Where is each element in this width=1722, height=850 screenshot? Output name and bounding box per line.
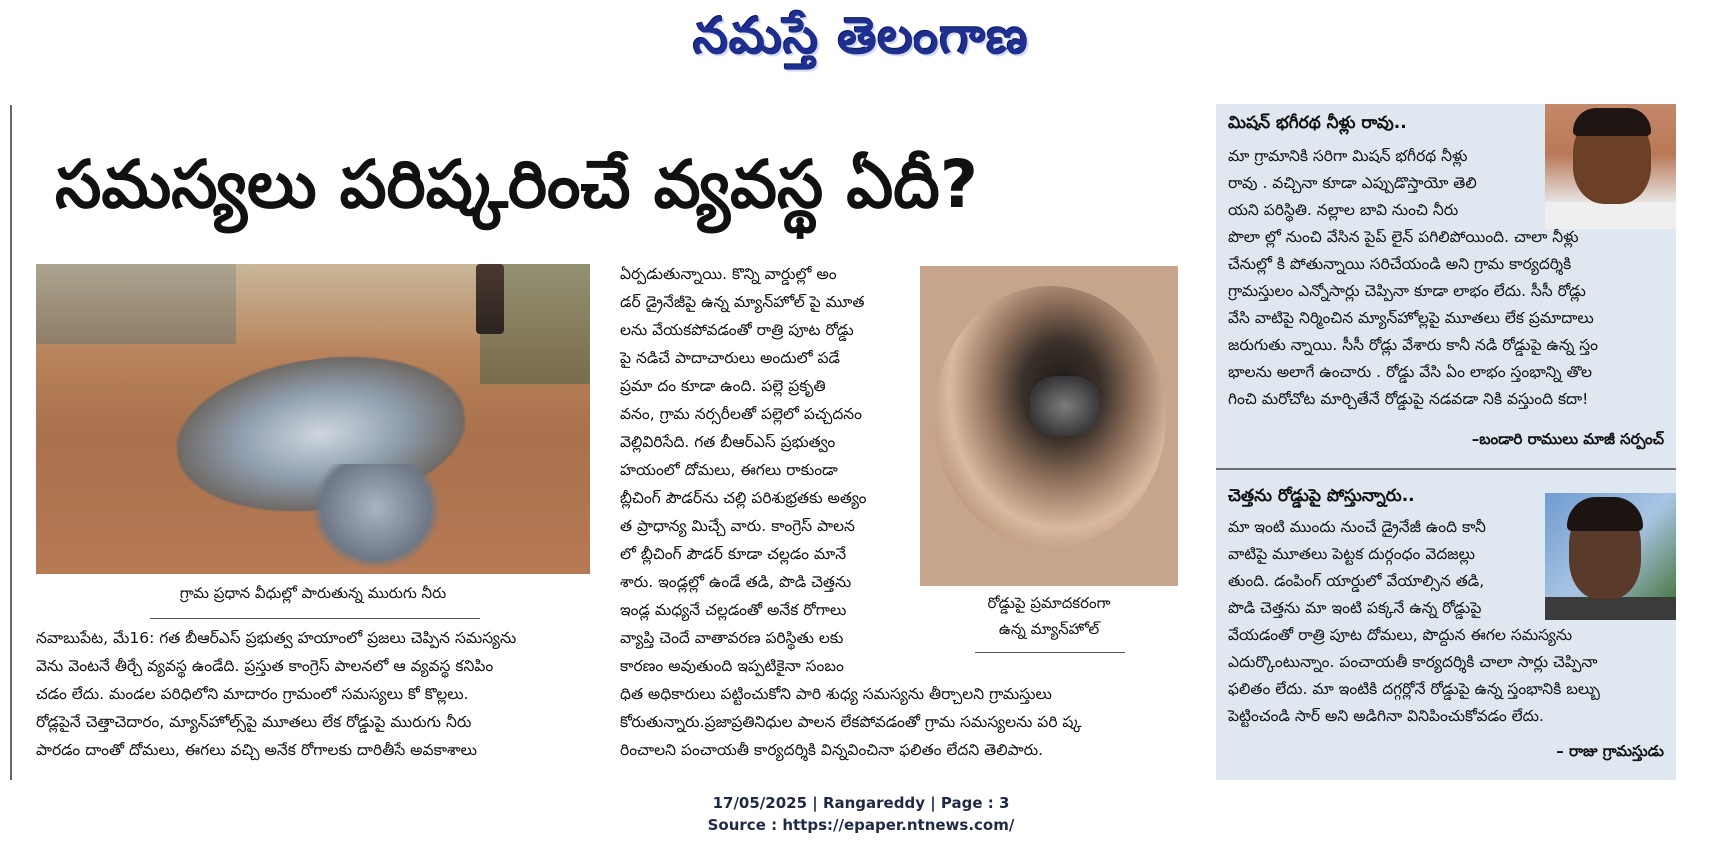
article-line: చడం లేదు. మండల పరిధిలోని మాదారం గ్రామంలో సమస్యలు కో కొల్లలు. [36, 685, 469, 703]
article-line: త ప్రాధాన్య మిచ్చే వారు. కాంగ్రెస్ పాలన [620, 517, 855, 535]
sidebar-line: పొడి చెత్తను మా ఇంటి పక్కనే ఉన్న రోడ్డుపై [1228, 599, 1482, 617]
article-line: వెల్లివిరిసేది. గత బీఆర్‌ఎస్ ప్రభుత్వం [620, 433, 836, 451]
article-line: లో బ్లీచింగ్ పౌడర్ కూడా చల్లడం మానే [620, 545, 847, 563]
article-line: బ్లీచింగ్ పౌడర్‌ను చల్లి పరిశుభ్రతకు అత్యం [620, 489, 867, 507]
article-line: వ్యాప్తి చెందే వాతావరణ పరిస్థితు లకు [620, 629, 844, 647]
article-line: పారడం దాంతో దోమలు, ఈగలు వచ్చి అనేక రోగాలకు దారితీసే అవకాశాలు [36, 741, 478, 759]
article-line: ప్రమా దం కూడా ఉంది. పల్లె ప్రకృతి [620, 377, 826, 395]
article-bottom-lines [620, 680, 1180, 764]
manhole-photo-caption-line1: రోడ్డుపై ప్రమాదకరంగా [987, 594, 1111, 612]
caption-rule [975, 652, 1125, 653]
article-headline: సమస్యలు పరిష్కరించే వ్యవస్థ ఏదీ? [55, 146, 979, 223]
sidebar-line: పెట్టించండి సార్ అని అడిగినా వినిపించుకోవడం లేదు. [1228, 707, 1544, 725]
sidebar-box2-signature: – రాజు గ్రామస్తుడు [1556, 742, 1664, 760]
article-middle-column [620, 260, 906, 680]
sidebar-line: జరుగుతు న్నాయి. సీసీ రోడ్లు వేశారు కానీ నడి రోడ్డుపై ఉన్న స్తం [1228, 336, 1599, 354]
sidebar-line: చేనుల్లో కి పోతున్నాయి సరిచేయండి అని గ్రామ కార్యదర్శికి [1228, 255, 1572, 273]
sidebar-line: పొలా ల్లో నుంచి వేసిన పైప్ లైన్ పగిలిపోయింది. చాలా నీళ్లు [1228, 228, 1579, 246]
article-line: కోరుతున్నారు.ప్రజాప్రతినిధుల పాలన లేకపోవడంతో గ్రామ సమస్యలను పరి ష్క [620, 713, 1082, 731]
sidebar-line: రావు . వచ్చినా కూడా ఎప్పుడొస్తాయో తెలి [1228, 174, 1477, 192]
caption-rule [150, 618, 480, 619]
sidebar-line: ఎదుర్కొంటున్నాం. పంచాయతీ కార్యదర్శికి చాలా సార్లు చెప్పినా [1228, 653, 1598, 671]
epaper-date-edition-page: 17/05/2025 | Rangareddy | Page : 3 [712, 794, 1010, 812]
sidebar-line: వేయడంతో రాత్రి పూట దోమలు, పొద్దున ఈగల సమస్యను [1228, 626, 1573, 644]
masthead-logo: నమస్తే తెలంగాణ [693, 7, 1029, 65]
article-line: కారణం అవుతుంది ఇప్పటికైనా సంబం [620, 657, 844, 675]
sidebar-box2-title: చెత్తను రోడ్డుపై పోస్తున్నారు.. [1228, 486, 1415, 506]
sidebar-line: వాటిపై మూతలు పెట్టక దుర్గంధం వెదజల్లు [1228, 545, 1475, 563]
sidebar-line: తుంది. డంపింగ్ యార్డులో వేయాల్సిన తడి, [1228, 572, 1485, 590]
article-line: వనం, గ్రామ నర్సరీలతో పల్లెలో పచ్చదనం [620, 405, 863, 423]
sidebar-line: వేసి వాటిపై నిర్మించిన మ్యాన్‌హోల్లపై మూతలు లేక ప్రమాదాలు [1228, 309, 1594, 327]
article-line: వెను వెంటనే తీర్చే వ్యవస్థ ఉండేది. ప్రస్తుత కాంగ్రెస్ పాలనలో ఆ వ్యవస్థ కనిపిం [36, 657, 494, 675]
sidebar-box2-text [1228, 514, 1668, 730]
article-left-column [36, 624, 590, 764]
article-line: హయంలో దోమలు, ఈగలు రాకుండా [620, 461, 838, 479]
article-line: ఏర్పడుతున్నాయి. కొన్ని వార్డుల్లో అం [620, 265, 837, 283]
sidebar-line: యని పరిస్థితి. నల్లాల బావి నుంచి నీరు [1228, 201, 1459, 219]
sidebar-box1-signature: –బండారి రాములు మాజీ సర్పంచ్ [1471, 430, 1664, 448]
road-photo-caption: గ్రామ ప్రధాన వీధుల్లో పారుతున్న మురుగు నీరు [179, 584, 447, 602]
article-line: డర్ డ్రైనేజీపై ఉన్న మ్యాన్‌హోల్ పై మూత [620, 293, 865, 311]
road-sewage-photo [36, 264, 590, 574]
sidebar-box1-text [1228, 143, 1668, 413]
article-line: నవాబుపేట, మే16: గత బీఆర్‌ఎస్ ప్రభుత్వ హయాంలో ప్రజలు చెప్పిన సమస్యను [36, 629, 517, 647]
article-line: ధిత అధికారులు పట్టించుకోని పారి శుధ్య సమస్యను తీర్చాలని గ్రామస్తులు [620, 685, 1052, 703]
article-line: పై నడిచే పాదాచారులు అందులో పడే [620, 349, 840, 367]
article-line: రోడ్లపైనే చెత్తాచెదారం, మ్యాన్‌హోల్స్‌పై మూతలు లేక రోడ్డుపై మురుగు నీరు [36, 713, 472, 731]
manhole-photo [920, 266, 1178, 586]
sidebar-line: మా గ్రామానికి సరిగా మిషన్ భగీరథ నీళ్లు [1228, 147, 1468, 165]
article-line: శారు. ఇండ్లల్లో ఉండే తడి, పొడి చెత్తను [620, 573, 852, 591]
sidebar-line: ఫలితం లేదు. మా ఇంటికి దగ్గర్లోనే రోడ్డుపై ఉన్న స్తంభానికి బల్బు [1228, 680, 1600, 698]
article-line: ఇండ్ల మధ్యనే చల్లడంతో అనేక రోగాలు [620, 601, 847, 619]
column-divider [10, 105, 12, 780]
manhole-photo-caption-line2: ఉన్న మ్యాన్‌హోల్ [998, 620, 1100, 638]
article-line: లను వేయకపోవడంతో రాత్రి పూట రోడ్డు [620, 321, 854, 339]
epaper-source-link[interactable]: Source : https://epaper.ntnews.com/ [707, 816, 1015, 834]
article-line: రించాలని పంచాయతీ కార్యదర్శికి విన్నవించినా ఫలితం లేదని తెలిపారు. [620, 741, 1044, 759]
sidebar-divider [1216, 468, 1676, 470]
sidebar-line: భాలను అలాగే ఉంచారు . రోడ్డు వేసి ఏం లాభం స్తంభాన్ని తొల [1228, 363, 1593, 381]
sidebar-line: మా ఇంటి ముందు నుంచే డ్రైనేజీ ఉంది కానీ [1228, 518, 1486, 536]
sidebar-box1-title: మిషన్ భగీరథ నీళ్లు రావు.. [1228, 113, 1407, 133]
sidebar-line: గించి మరోచోట మార్చితేనే రోడ్డుపై నడవడా నికి వస్తుంది కదా! [1228, 390, 1589, 408]
sidebar-line: గ్రామస్తులం ఎన్నోసార్లు చెప్పినా కూడా లాభం లేదు. సీసీ రోడ్లు [1228, 282, 1586, 300]
